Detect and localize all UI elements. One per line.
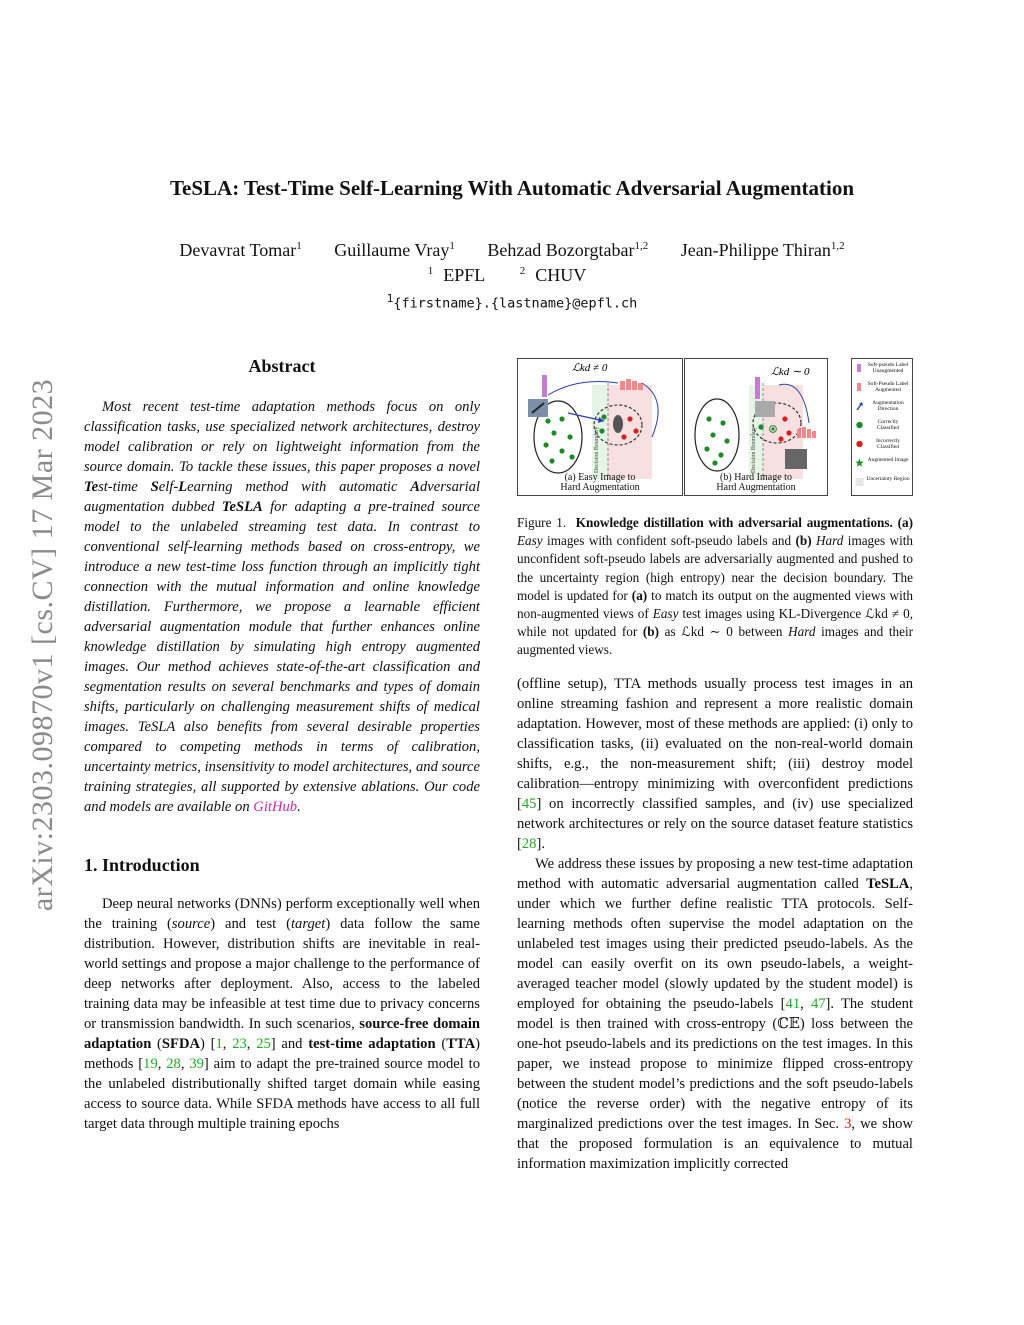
paper-title: TeSLA: Test-Time Self-Learning With Automatic Adversarial Augmentation <box>169 176 855 200</box>
introduction-heading: 1. Introduction <box>84 855 200 875</box>
legend-item: Correctly Classified <box>852 416 912 435</box>
citation-link[interactable]: 28 <box>166 1056 181 1072</box>
legend-item: Soft-pseudo Label Unaugmented <box>852 359 912 378</box>
panel-easy-caption: (a) Easy Image to Hard Augmentation <box>560 472 640 493</box>
github-link[interactable]: GitHub <box>253 799 298 815</box>
abstract-heading: Abstract <box>248 356 316 376</box>
affiliations <box>0 265 1024 286</box>
citation-link[interactable]: 23 <box>232 1036 247 1052</box>
legend-item: Augmentation Direction <box>852 397 912 416</box>
affiliation: $^1$ EPFL <box>427 265 486 285</box>
left-column <box>84 356 480 1134</box>
legend-item: Incorrectly Classified <box>852 435 912 454</box>
citation-link[interactable]: 28 <box>521 835 537 852</box>
intro-paragraph: We address these issues by proposing a new test-time adaptation method with automatic adversarial augmentation called TeSLA, under which we further define realistic TTA protocols. Self-learning methods often supervise the model adaptation on the unlabeled test images using their predicted pseudo-labels. As the model can easily overfit on its own pseudo-labels, a weight-averaged teacher model (slowly updated by the student model) is employed for obtaining the pseudo-labels [41, 47]. The student model is then trained with cross-entropy (ℂ𝔼) loss between the one-hot pseudo-labels and its predictions on the test images. In this paper, we instead propose to minimize flipped cross-entropy between the student model’s predictions and the soft pseudo-labels (notice the reverse order) with the negative entropy of its marginalized predictions over the test images. In Sec. 3, we show that the proposed formulation is an equivalence to mutual information maximization implicitly corrected <box>517 855 913 1172</box>
bar-icon <box>855 382 864 392</box>
figure-1 <box>517 356 913 496</box>
abstract-text: Most recent test-time adaptation methods focus on only classification tasks, use specialized network architectures, destroy model calibration or rely on lightweight information from the source domain. To tackle these issues, this paper proposes a novel Test-time Self-Learning method with automatic Adversarial augmentation dubbed TeSLA for adapting a pre-trained source model to the unlabeled streaming test data. In contrast to conventional self-learning methods based on cross-entropy, we introduce a new test-time loss function through an implicitly tight connection with the mutual information and online knowledge distillation. Furthermore, we propose a learnable efficient adversarial augmentation module that further enhances online knowledge distillation by simulating high entropy augmented images. Our method achieves state-of-the-art classification and segmentation results on several benchmarks and types of domain shifts, particularly on challenging measurement shifts of medical images. TeSLA also benefits from several desirable properties compared to competing methods in terms of calibration, uncertainty metrics, insensitivity to model architectures, and source training strategies, all supported by extensive ablations. Our code and models are available on GitHub. <box>84 399 480 815</box>
legend-item: Soft-Pseudo Label Augmented <box>852 378 912 397</box>
citation-link[interactable]: 19 <box>143 1056 158 1072</box>
svg-text:Decision Boundary: Decision Boundary <box>594 426 600 473</box>
region-icon <box>855 477 864 487</box>
panel-hard-caption: (b) Hard Image to Hard Augmentation <box>716 472 796 493</box>
author-list <box>0 240 1024 261</box>
author: Jean-Philippe Thiran$^{1,2}$ <box>680 240 845 260</box>
svg-text:ℒkd ∼ 0: ℒkd ∼ 0 <box>771 366 810 378</box>
citation-link[interactable]: 45 <box>521 795 537 812</box>
citation-link[interactable]: 1 <box>215 1036 223 1052</box>
svg-text:ℒkd ≠ 0: ℒkd ≠ 0 <box>572 362 608 374</box>
legend-item: Uncertainty Region <box>852 473 912 492</box>
legend-item: Augmented Image <box>852 454 912 473</box>
affiliation: $^2$ CHUV <box>519 265 587 285</box>
bar-icon <box>855 363 864 373</box>
figure-legend <box>851 358 913 496</box>
figure-panel-hard <box>684 358 828 496</box>
arxiv-identifier: arXiv:2303.09870v1 [cs.CV] 17 Mar 2023 <box>26 378 59 912</box>
citation-link[interactable]: 47 <box>810 995 826 1012</box>
author: Devavrat Tomar$^1$ <box>179 240 302 260</box>
dot-icon <box>855 420 864 430</box>
figure-panel-easy <box>517 358 683 496</box>
author: Behzad Bozorgtabar$^{1,2}$ <box>487 240 649 260</box>
section-link[interactable]: 3 <box>844 1115 852 1132</box>
intro-paragraph: (offline setup), TTA methods usually process test images in an online streaming fashion and represent a more realistic domain adaptation. However, most of these methods are applied: (i) only to classification tasks, (ii) evaluated on the non-real-world domain shifts, e.g., the non-measurement shift; (iii) destroy model calibration—entropy minimizing with overconfident predictions [45] on incorrectly classified samples, and (iv) use specialized network architectures or rely on the source dataset feature statistics [28]. <box>517 675 913 852</box>
arxiv-sidebar <box>8 340 78 950</box>
author-email: $^1${firstname}.{lastname}@epfl.ch <box>386 292 638 312</box>
citation-link[interactable]: 25 <box>256 1036 271 1052</box>
star-icon <box>855 458 864 468</box>
svg-text:Decision Boundary: Decision Boundary <box>751 426 757 473</box>
citation-link[interactable]: 41 <box>785 995 801 1012</box>
right-column <box>517 356 913 1174</box>
intro-paragraph: Deep neural networks (DNNs) perform exceptionally well when the training (source) and test (target) data follow the same distribution. However, distribution shifts are inevitable in real-world settings and propose a major challenge to the performance of deep networks after deployment. Also, access to the labeled training data may be infeasible at test time due to privacy concerns or transmission bandwidth. In such scenarios, source-free domain adaptation (SFDA) [1, 23, 25] and test-time adaptation (TTA) methods [19, 28, 39] aim to adapt the pre-trained source model to the unlabeled distributionally shifted target domain while easing access to source data. While SFDA methods have access to all full target data through multiple training epochs <box>84 896 481 1132</box>
author: Guillaume Vray$^1$ <box>334 240 455 260</box>
dot-icon <box>855 439 864 449</box>
arrow-icon <box>855 401 864 411</box>
citation-link[interactable]: 39 <box>189 1056 204 1072</box>
figure-caption: Figure 1. Knowledge distillation with adversarial augmentations. (a) Easy images with confident soft-pseudo labels and (b) Hard images with unconfident soft-pseudo labels are adversarially augmented and pushed to the uncertainty region (high entropy) near the decision boundary. The model is updated for (a) to match its output on the augmented views with non-augmented views of Easy test images using KL-Divergence ℒkd ≠ 0, while not updated for (b) as ℒkd ∼ 0 between Hard images and their augmented views. <box>517 515 914 658</box>
